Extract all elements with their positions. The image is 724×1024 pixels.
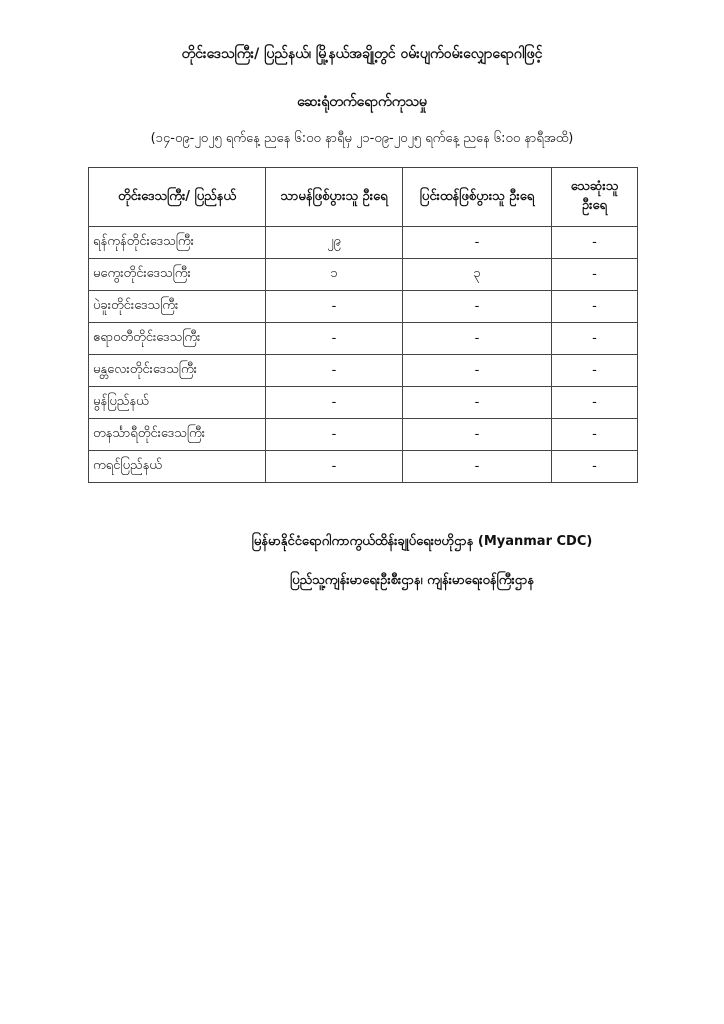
mild-count: ၂၉ [266, 227, 403, 259]
death-count: - [552, 451, 638, 483]
header-severe-cases: ပြင်းထန်ဖြစ်ပွားသူ ဦးရေ [403, 168, 552, 227]
mild-count: - [266, 291, 403, 323]
death-count: - [552, 227, 638, 259]
date-range: (၁၄-၀၉-၂၀၂၅ ရက်နေ့ ညနေ ၆:၀၀ နာရီမှ ၂၁-၀၉-၂၀၂၅ ရက်နေ့ ညနေ ၆:၀၀ နာရီအထိ) [150, 131, 574, 146]
issuing-department: ပြည်သူ့ကျန်းမာရေးဦးစီးဌာန၊ ကျန်းမာရေးဝန်ကြီးဌာန [289, 573, 535, 588]
region-name: မန္တလေးတိုင်းဒေသကြီး [89, 355, 266, 387]
mild-count: ၁ [266, 259, 403, 291]
severe-count: - [403, 323, 552, 355]
issuing-agency: မြန်မာနိုင်ငံရောဂါကာကွယ်ထိန်းချုပ်ရေးဗဟိုဌာန (Myanmar CDC) [251, 534, 593, 549]
mild-count: - [266, 323, 403, 355]
severe-count: - [403, 451, 552, 483]
region-name: တနင်္သာရီတိုင်းဒေသကြီး [89, 419, 266, 451]
table-row [89, 291, 638, 323]
severe-count: - [403, 355, 552, 387]
death-count: - [552, 323, 638, 355]
death-count: - [552, 291, 638, 323]
document-subtitle: ဆေးရုံတက်ရောက်ကုသမှု [297, 94, 427, 110]
table-row [89, 227, 638, 259]
table-row [89, 355, 638, 387]
region-name: ကရင်ပြည်နယ် [89, 451, 266, 483]
table-row [89, 451, 638, 483]
table-header-row [89, 168, 638, 227]
region-name: ပဲခူးတိုင်းဒေသကြီး [89, 291, 266, 323]
severe-count: - [403, 291, 552, 323]
severe-count: - [403, 419, 552, 451]
severe-count: ၃ [403, 259, 552, 291]
death-count: - [552, 419, 638, 451]
mild-count: - [266, 419, 403, 451]
cases-table [88, 167, 638, 483]
mild-count: - [266, 355, 403, 387]
region-name: မွန်ပြည်နယ် [89, 387, 266, 419]
header-region: တိုင်းဒေသကြီး/ ပြည်နယ် [89, 168, 266, 227]
region-name: ဧရာဝတီတိုင်းဒေသကြီး [89, 323, 266, 355]
table-row [89, 387, 638, 419]
death-count: - [552, 387, 638, 419]
table-row [89, 419, 638, 451]
header-mild-cases: သာမန်ဖြစ်ပွားသူ ဦးရေ [266, 168, 403, 227]
mild-count: - [266, 451, 403, 483]
table-row [89, 323, 638, 355]
death-count: - [552, 355, 638, 387]
severe-count: - [403, 227, 552, 259]
mild-count: - [266, 387, 403, 419]
death-count: - [552, 259, 638, 291]
region-name: မကွေးတိုင်းဒေသကြီး [89, 259, 266, 291]
region-name: ရန်ကုန်တိုင်းဒေသကြီး [89, 227, 266, 259]
header-deaths: သေဆုံးသူ ဦးရေ [552, 168, 638, 227]
document-title: တိုင်းဒေသကြီး/ ပြည်နယ်၊ မြို့နယ်အချို့တွင် ဝမ်းပျက်ဝမ်းလျှောရောဂါဖြင့် [181, 46, 543, 62]
table-row [89, 259, 638, 291]
severe-count: - [403, 387, 552, 419]
